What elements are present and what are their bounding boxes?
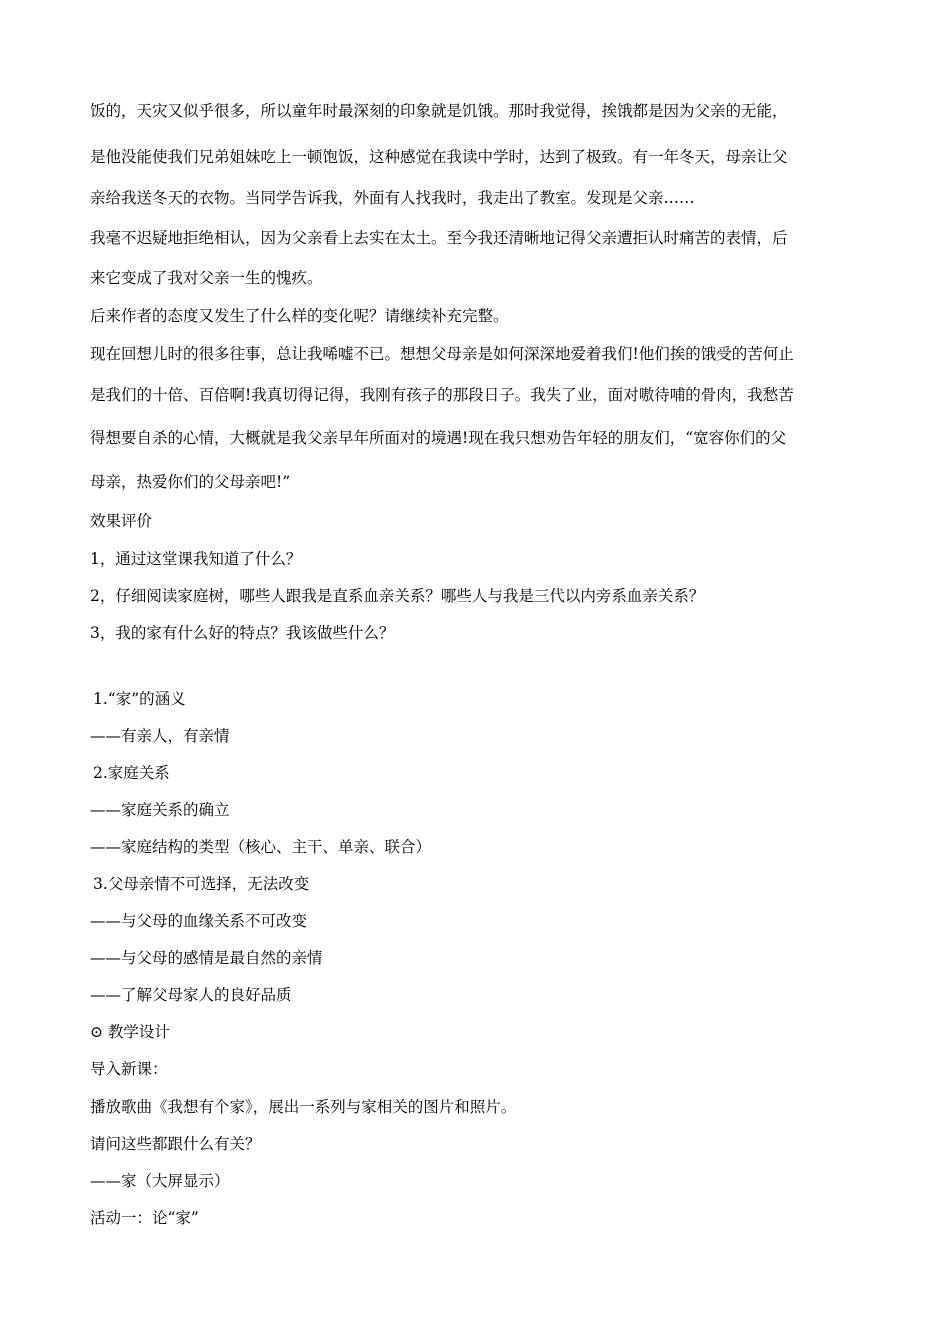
body-text-line: 来它变成了我对父亲一生的愧疚。	[90, 269, 323, 287]
body-text-line: 活动一：论“家”	[90, 1209, 199, 1227]
section-heading: 效果评价	[90, 512, 153, 530]
outline-heading: 1.“家”的涵义	[93, 690, 186, 708]
body-text-line: 是他没能使我们兄弟姐妹吃上一顿饱饭，这种感觉在我读中学时，达到了极致。有一年冬天，母亲让父	[90, 148, 788, 166]
body-text-line: 播放歌曲《我想有个家》，展出一系列与家相关的图片和照片。	[90, 1098, 517, 1116]
body-text-line: 我毫不迟疑地拒绝相认，因为父亲看上去实在太土。至今我还清晰地记得父亲遭拒认时痛苦的表情，后	[90, 229, 788, 247]
outline-item: ——与父母的血缘关系不可改变	[90, 912, 308, 930]
body-text-line: 亲给我送冬天的衣物。当同学告诉我，外面有人找我时，我走出了教室。发现是父亲……	[90, 189, 695, 207]
outline-item: ——家庭关系的确立	[90, 801, 230, 819]
body-text-line: 饭的，天灾又似乎很多，所以童年时最深刻的印象就是饥饿。那时我觉得，挨饿都是因为父亲的无能，	[90, 102, 788, 120]
evaluation-question: 1，通过这堂课我知道了什么？	[90, 550, 302, 568]
outline-heading: 3.父母亲情不可选择，无法改变	[93, 875, 310, 893]
outline-heading: 2.家庭关系	[93, 764, 170, 782]
body-text-line: 请问这些都跟什么有关？	[90, 1135, 261, 1153]
body-text-line: 是我们的十倍、百倍啊!我真切得记得，我刚有孩子的那段日子。我失了业，面对嗷待哺的骨肉，我愁苦	[90, 386, 794, 404]
body-text-line: 得想要自杀的心情，大概就是我父亲早年所面对的境遇!现在我只想劝告年轻的朋友们，“宽容你们的父	[90, 429, 787, 447]
outline-item: ——与父母的感情是最自然的亲情	[90, 949, 323, 967]
outline-item: ——家庭结构的类型（核心、主干、单亲、联合）	[90, 838, 432, 856]
question-text: 后来作者的态度又发生了什么样的变化呢？请继续补充完整。	[90, 307, 509, 325]
evaluation-question: 2，仔细阅读家庭树，哪些人跟我是直系血亲关系？哪些人与我是三代以内旁系血亲关系？	[90, 587, 705, 605]
body-text-line: 母亲，热爱你们的父母亲吧!”	[90, 473, 291, 491]
section-heading: ⊙ 教学设计	[90, 1023, 170, 1041]
body-text-line: 现在回想儿时的很多往事，总让我唏嘘不已。想想父母亲是如何深深地爱着我们!他们挨的饿受的苦何止	[90, 345, 794, 363]
body-text-line: 导入新课：	[90, 1060, 168, 1078]
outline-item: ——有亲人，有亲情	[90, 727, 230, 745]
outline-item: ——了解父母家人的良好品质	[90, 986, 292, 1004]
body-text-line: ——家（大屏显示）	[90, 1172, 230, 1190]
evaluation-question: 3，我的家有什么好的特点？我该做些什么？	[90, 624, 395, 642]
